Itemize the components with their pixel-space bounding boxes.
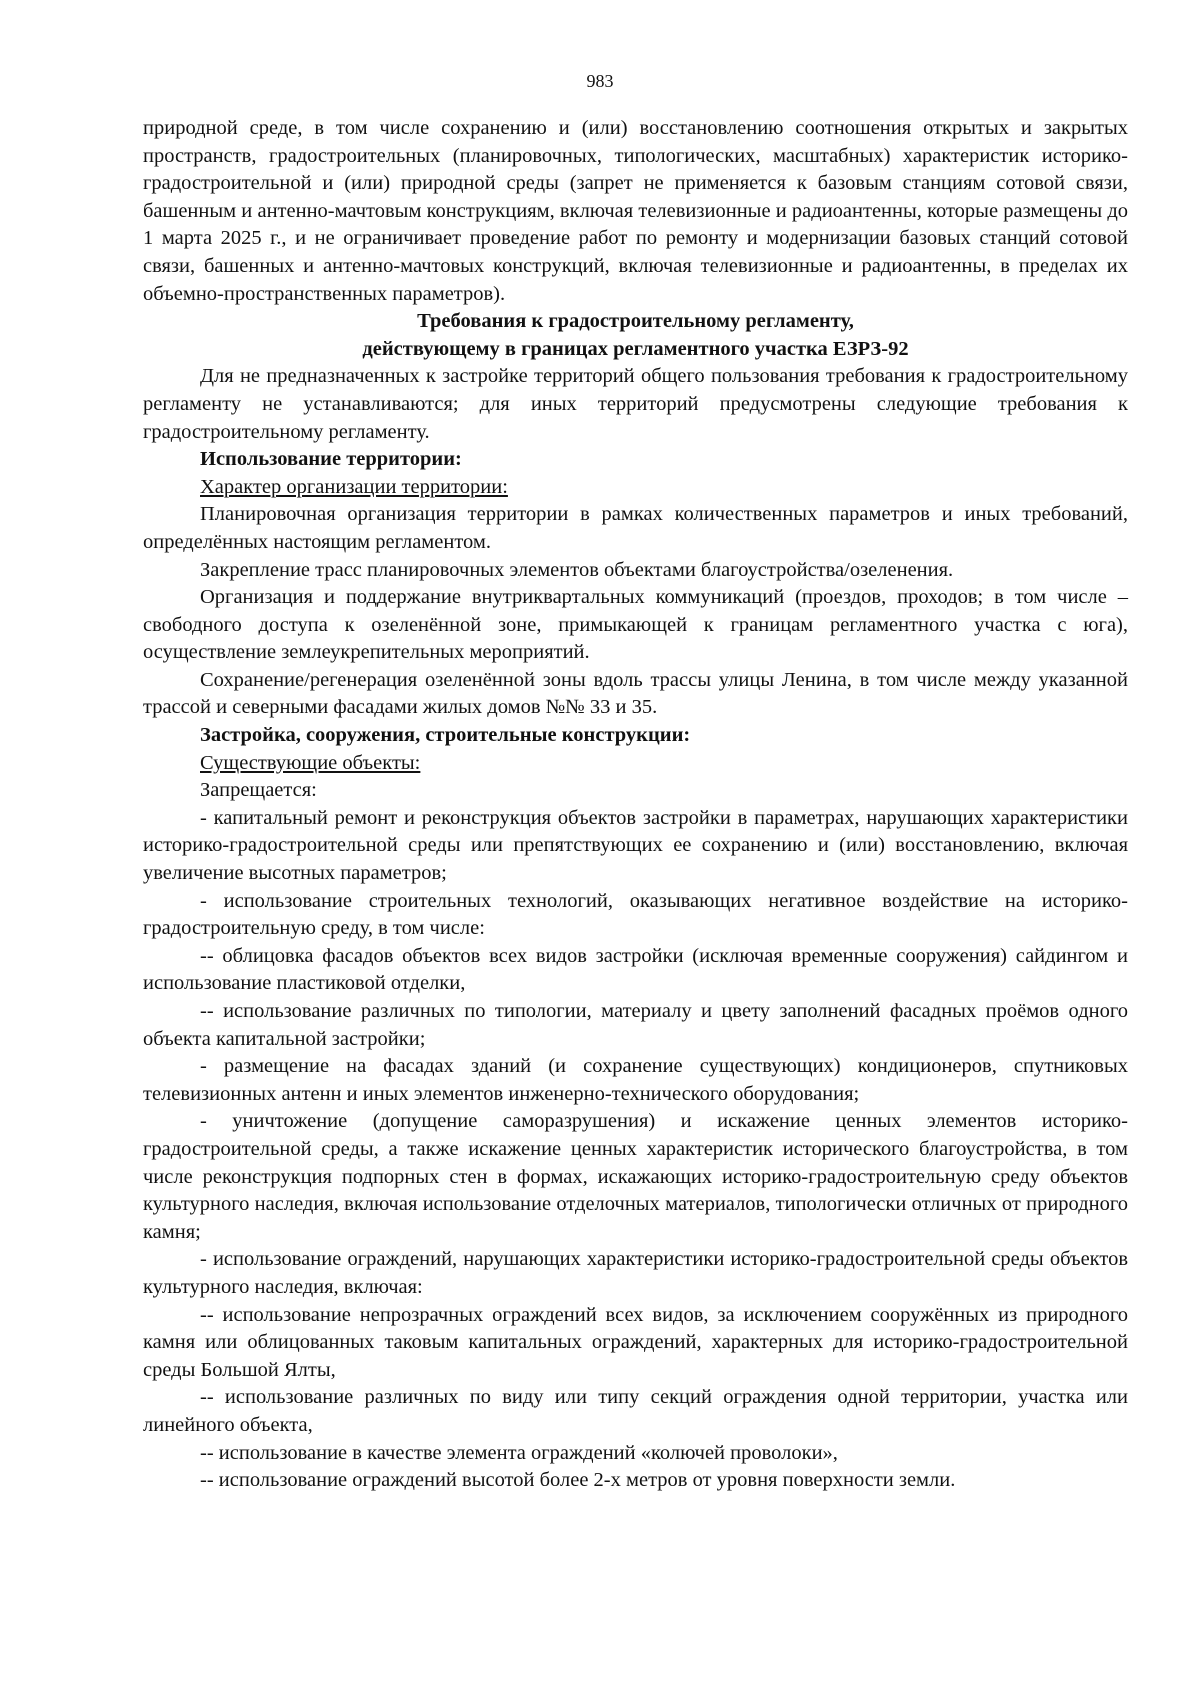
list-item: - капитальный ремонт и реконструкция объектов застройки в параметрах, нарушающих характеристики историко-градостроительной среды или препятствующих ее сохранению и (или) восстановлению, включая увеличение высотных параметров; — [143, 806, 1128, 885]
paragraph: Организация и поддержание внутриквартальных коммуникаций (проездов, проходов; в том числе – свободного доступа к озеленённой зоне, примыкающей к границам регламентного участка с юга), осуществление землеукрепительных мероприятий. — [143, 586, 1128, 664]
paragraph: Закрепление трасс планировочных элементов объектами благоустройства/озеленения. — [200, 558, 954, 581]
list-item: -- использование различных по типологии, материалу и цвету заполнений фасадных проёмов одного объекта капитальной застройки; — [143, 1000, 1128, 1050]
list-item: - использование ограждений, нарушающих характеристики историко-градостроительной среды объектов культурного наследия, включая: — [143, 1248, 1128, 1298]
list-item: -- облицовка фасадов объектов всех видов застройки (исключая временные сооружения) сайдингом и использование пластиковой отделки, — [143, 944, 1128, 995]
section-heading: Требования к градостроительному регламенту, — [417, 310, 854, 333]
paragraph: Сохранение/регенерация озеленённой зоны вдоль трассы улицы Ленина, в том числе между указанной трассой и северными фасадами жилых домов №№ 33 и 35. — [143, 668, 1128, 719]
subheading: Использование территории: — [200, 448, 462, 471]
list-item: -- использование различных по виду или типу секций ограждения одной территории, участка или линейного объекта, — [143, 1386, 1128, 1436]
section-heading: действующему в границах регламентного участка ЕЗРЗ-92 — [362, 337, 909, 360]
subheading: Застройка, сооружения, строительные конструкции: — [200, 724, 691, 747]
underlined-subheading: Характер организации территории: — [200, 475, 508, 498]
list-item: -- использование ограждений высотой более 2-х метров от уровня поверхности земли. — [200, 1469, 956, 1492]
document-body — [143, 115, 1128, 1495]
page-number: 983 — [586, 71, 614, 91]
underlined-subheading: Существующие объекты: — [200, 751, 421, 774]
list-item: - использование строительных технологий, оказывающих негативное воздействие на историко-градостроительную среду, в том числе: — [143, 889, 1128, 940]
list-item: - уничтожение (допущение саморазрушения) и искажение ценных элементов историко-градостроительной среды, а также искажение ценных характеристик исторического благоустройства, в том числе реконструкция подпорных стен в формах, искажающих историко-градостроительную среду объектов культурного наследия, включая использование отделочных материалов, типологически отличных от природного камня; — [143, 1110, 1128, 1243]
paragraph: Планировочная организация территории в рамках количественных параметров и иных требований, определённых настоящим регламентом. — [143, 503, 1128, 553]
paragraph: природной среде, в том числе сохранению и (или) восстановлению соотношения открытых и закрытых пространств, градостроительных (планировочных, типологических, масштабных) характеристик историко-градостроительной и (или) природной среды (запрет не применяется к базовым станциям сотовой связи, башенным и антенно-мачтовым конструкциям, включая телевизионные и радиоантенны, которые размещены до 1 марта 2025 г., и не ограничивает проведение работ по ремонту и модернизации базовых станций сотовой связи, башенных и антенно-мачтовых конструкций, включая телевизионные и радиоантенны, в пределах их объемно-пространственных параметров). — [143, 117, 1128, 305]
list-item: -- использование непрозрачных ограждений всех видов, за исключением сооружённых из природного камня или облицованных таковым капитальных ограждений, характерных для историко-градостроительной среды Большой Ялты, — [143, 1303, 1128, 1381]
list-item: - размещение на фасадах зданий (и сохранение существующих) кондиционеров, спутниковых телевизионных антенн и иных элементов инженерно-технического оборудования; — [143, 1055, 1128, 1105]
paragraph: Запрещается: — [200, 779, 317, 802]
list-item: -- использование в качестве элемента ограждений «колючей проволоки», — [200, 1441, 838, 1464]
paragraph: Для не предназначенных к застройке территорий общего пользования требования к градостроительному регламенту не устанавливаются; для иных территорий предусмотрены следующие требования к градостроительному регламенту. — [143, 365, 1128, 443]
